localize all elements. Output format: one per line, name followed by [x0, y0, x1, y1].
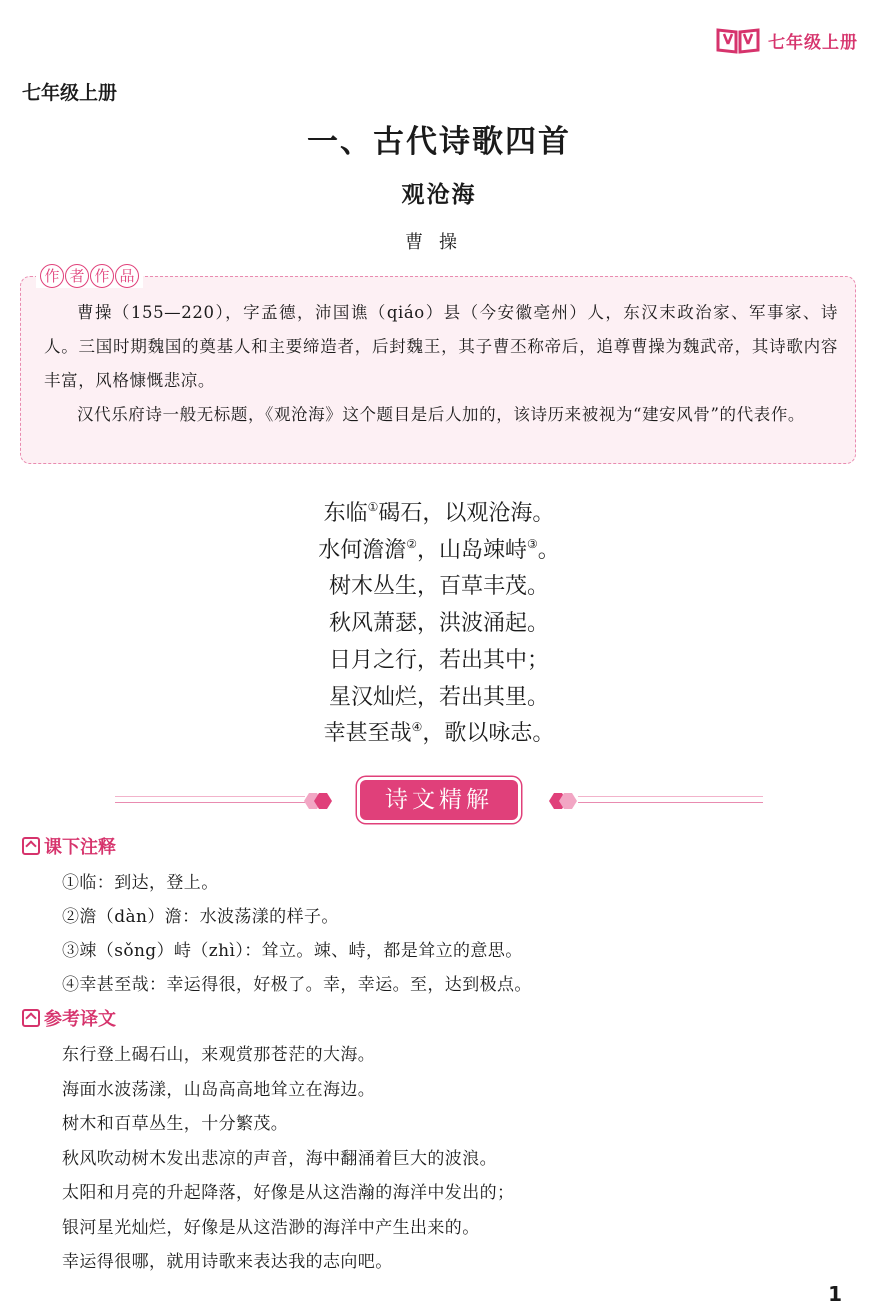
section-arrow-icon: [22, 837, 40, 855]
banner-label: 诗文精解: [360, 780, 518, 820]
note-item: ②澹（dàn）澹：水波荡漾的样子。: [62, 907, 339, 927]
author-paragraph: 汉代乐府诗一般无标题，《观沧海》这个题目是后人加的，该诗历来被视为“建安风骨”的代表作。: [77, 405, 806, 424]
note-item: ①临：到达，登上。: [62, 873, 219, 893]
poem-line: 水何澹澹②，山岛竦峙③。: [318, 536, 560, 563]
page-number: 1: [828, 1282, 842, 1306]
author-paragraph: 曹操（155—220），字孟德，沛国谯（qiáo）县（今安徽亳州）人，东汉末政治家、军事家、诗人。三国时期魏国的奠基人和主要缔造者，后封魏王，其子曹丕称帝后，追尊曹操为魏武帝，其诗歌内容丰富，风格慷慨悲凉。: [44, 303, 838, 390]
grade-label: 七年级上册: [22, 82, 118, 104]
tag-char: 作: [90, 264, 114, 288]
note-item: ③竦（sǒng）峙（zhì）：耸立。竦、峙，都是耸立的意思。: [62, 941, 523, 961]
poem-author: 曹操: [405, 232, 473, 253]
section-banner: [0, 780, 878, 820]
poem-title: 观沧海: [401, 181, 477, 208]
author-text: [44, 296, 838, 432]
poem-line: 幸甚至哉④，歌以咏志。: [323, 720, 555, 747]
banner-rule: [578, 802, 763, 803]
poem-line: 树木丛生，百草丰茂。: [328, 574, 549, 600]
footnote-marker: ①: [367, 500, 379, 514]
open-book-icon: [714, 26, 762, 54]
notes-list: [62, 866, 532, 1002]
header-badge-text: 七年级上册: [768, 32, 858, 53]
notes-heading-text: 课下注释: [44, 837, 116, 858]
translation-line: 太阳和月亮的升起降落，好像是从这浩瀚的海洋中发出的；: [62, 1183, 515, 1203]
translation-line: 秋风吹动树木发出悲凉的声音，海中翻涌着巨大的波浪。: [62, 1148, 497, 1169]
tag-char: 者: [65, 264, 89, 288]
banner-rule: [115, 796, 305, 797]
translation-heading-text: 参考译文: [44, 1009, 116, 1030]
header-badge: [714, 26, 858, 54]
footnote-marker: ④: [411, 720, 423, 735]
translation-list: [62, 1038, 514, 1280]
banner-rule: [578, 796, 763, 797]
translation-line: 银河星光灿烂，好像是从这浩渺的海洋中产生出来的。: [62, 1217, 480, 1238]
translation-line: 幸运得很哪，就用诗歌来表达我的志向吧。: [62, 1252, 393, 1272]
poem-line: 东临①碣石，以观沧海。: [323, 500, 555, 526]
translation-line: 树木和百草丛生，十分繁茂。: [62, 1114, 289, 1134]
hexagon-decoration-icon: [300, 790, 336, 812]
poem-line: 日月之行，若出其中；: [328, 647, 549, 673]
tag-char: 作: [40, 264, 64, 288]
author-box-tag: [36, 264, 143, 288]
poem-line: 星汉灿烂，若出其里。: [328, 684, 549, 710]
tag-char: 品: [115, 264, 139, 288]
footnote-marker: ②: [406, 536, 417, 551]
note-item: ④幸甚至哉：幸运得很，好极了。幸，幸运。至，达到极点。: [62, 975, 532, 995]
notes-heading: [22, 833, 116, 859]
translation-heading: [22, 1005, 116, 1031]
section-arrow-icon: [22, 1009, 40, 1027]
poem-line: 秋风萧瑟，洪波涌起。: [328, 611, 549, 637]
footnote-marker: ③: [527, 536, 538, 551]
banner-rule: [115, 802, 305, 803]
hexagon-decoration-icon: [545, 790, 581, 812]
translation-line: 东行登上碣石山，来观赏那苍茫的大海。: [62, 1045, 376, 1065]
chapter-title: 一、古代诗歌四首: [307, 124, 571, 160]
poem-body: [0, 496, 878, 753]
translation-line: 海面水波荡漾，山岛高高地耸立在海边。: [62, 1079, 376, 1100]
